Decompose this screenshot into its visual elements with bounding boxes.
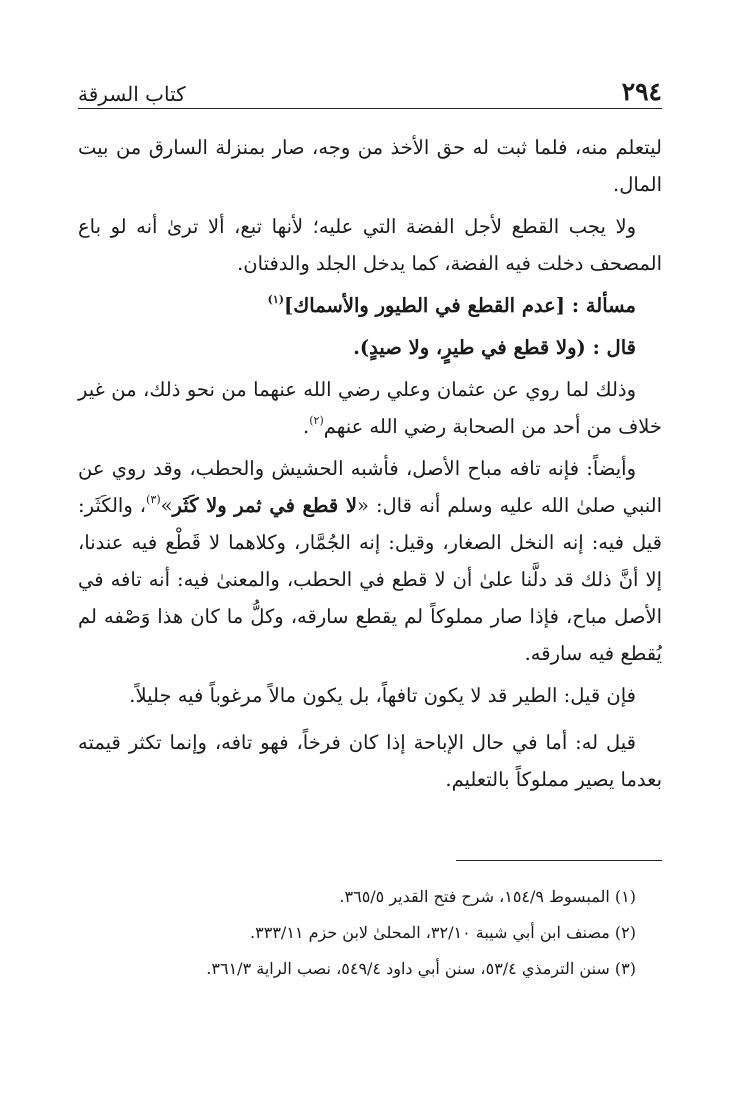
footnotes xyxy=(78,879,662,987)
footnote-ref-1[interactable]: (١) xyxy=(267,293,284,306)
paragraph-objection: فإن قيل: الطير قد لا يكون تافهاً، بل يكون مالاً مرغوباً فيه جليلاً. xyxy=(129,684,636,707)
also-part1: وأيضاً: فإنه تافه مباح الأصل، فأشبه الحشيش والحطب، وقد روي عن النبي صلىٰ الله عليه وسلم أنه قال: « xyxy=(78,457,662,517)
qala-text: (ولا قطع في طيرٍ، ولا صيدٍ). xyxy=(353,336,586,359)
footnote-item: (١) المبسوط ١٥٤/٩، شرح فتح القدير ٣٦٥/٥. xyxy=(339,887,636,906)
issue-label: مسألة : xyxy=(565,294,636,317)
also-part3: ، والكَثَر: قيل فيه: إنه النخل الصغار، وقيل: إنه الجُمَّار، وكلاهما لا قَطْع فيه عندنا، إلا أنَّ ذلك قد دلَّنا علىٰ أن لا قطع في الحطب، والمعنىٰ فيه: أنه تافه في الأصل مباح، فإذا صار مملوكاً لم يقطع سارقه، وكلُّ ما كان هذا وَصْفه لم يُقطع فيه سارقه. xyxy=(78,494,662,665)
evidence-text: وذلك لما روي عن عثمان وعلي رضي الله عنهما من نحو ذلك، من غير خلاف من أحد من الصحابة رضي الله عنهم xyxy=(78,378,662,438)
qala-line xyxy=(78,329,662,366)
footnote-separator xyxy=(456,860,662,861)
paragraph-continuation: ليتعلم منه، فلما ثبت له حق الأخذ من وجه، صار بمنزلة السارق من بيت المال. xyxy=(78,136,662,196)
page-number: ٢٩٤ xyxy=(621,77,662,106)
paragraph-evidence xyxy=(78,371,662,445)
issue-heading xyxy=(78,287,662,324)
qala-label: قال : xyxy=(585,336,636,359)
paragraph-reply: قيل له: أما في حال الإباحة إذا كان فرخاً، فهو تافه، وإنما تكثر قيمته بعدما يصير مملوكاً بالتعليم. xyxy=(78,731,662,791)
hadith-text: لا قطع في ثمر ولا كَثَر xyxy=(172,494,357,517)
main-text xyxy=(78,129,662,798)
also-part2: » xyxy=(160,494,173,517)
book-title: كتاب السرقة xyxy=(78,82,186,106)
footnote-ref-3[interactable]: (٣) xyxy=(146,493,161,506)
paragraph-also xyxy=(78,450,662,672)
issue-title: [عدم القطع في الطيور والأسماك] xyxy=(283,294,566,317)
evidence-end: . xyxy=(303,415,310,438)
paragraph-silver: ولا يجب القطع لأجل الفضة التي عليه؛ لأنها تبع، ألا ترىٰ أنه لو باع المصحف دخلت فيه الفضة، كما يدخل الجلد والدفتان. xyxy=(78,215,662,275)
book-page xyxy=(78,64,662,987)
footnote-ref-2[interactable]: (٢) xyxy=(309,414,324,427)
footnote-item: (٣) سنن الترمذي ٥٣/٤، سنن أبي داود ٥٤٩/٤، نصب الراية ٣٦١/٣. xyxy=(206,959,636,978)
footnote-item: (٢) مصنف ابن أبي شيبة ٣٢/١٠، المحلىٰ لابن حزم ٣٣٣/١١. xyxy=(250,923,636,942)
running-header xyxy=(78,64,662,109)
